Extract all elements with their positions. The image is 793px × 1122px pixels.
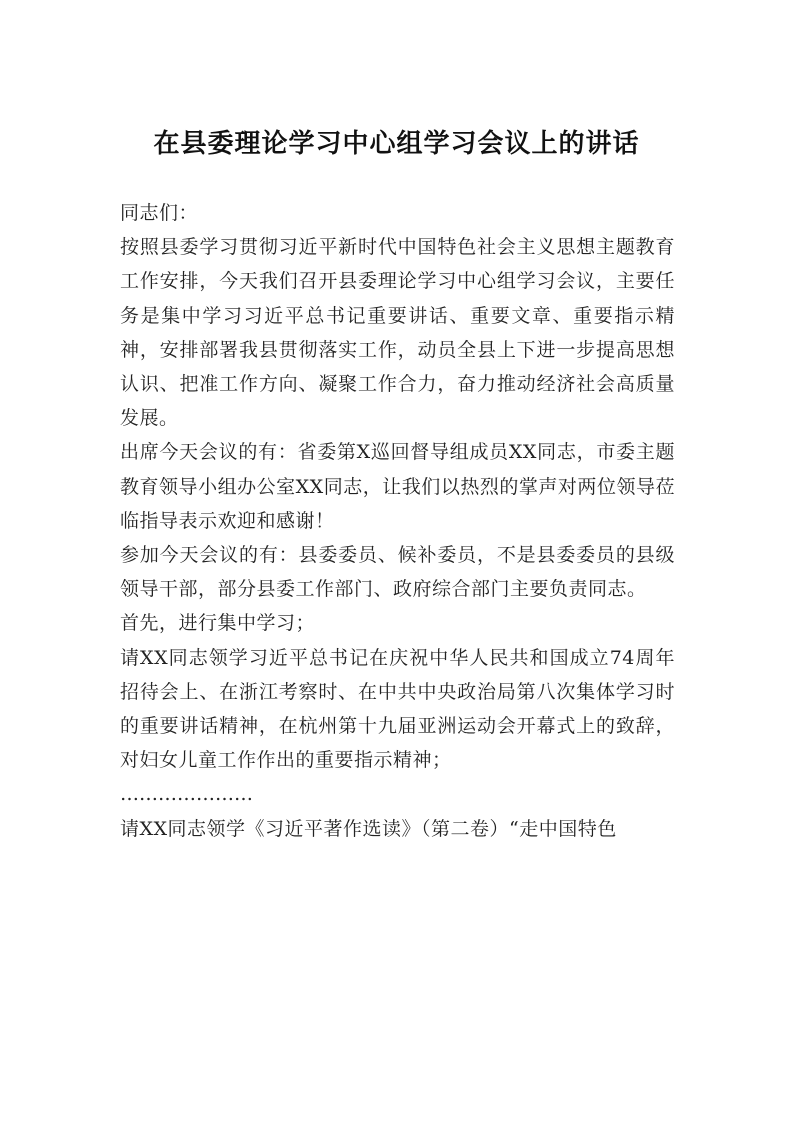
paragraph-study-item-2: 请XX同志领学《习近平著作选读》（第二卷）“走中国特色 bbox=[120, 817, 617, 840]
paragraph-study-item-1: 请XX同志领学习近平总书记在庆祝中华人民共和国成立74周年招待会上、在浙江考察时、在中共中央政治局第八次集体学习时的重要讲话精神，在杭州第十九届亚洲运动会开幕式上的致辞，对妇女儿童工作作出的重要指示精神； bbox=[120, 646, 675, 772]
paragraph-attendees: 参加今天会议的有：县委委员、候补委员，不是县委委员的县级领导干部，部分县委工作部门、政府综合部门主要负责同志。 bbox=[120, 544, 675, 601]
paragraph-greeting: 同志们： bbox=[120, 202, 199, 224]
document-body bbox=[120, 196, 675, 846]
document-title: 在县委理论学习中心组学习会议上的讲话 bbox=[153, 129, 640, 159]
paragraph-first-agenda: 首先，进行集中学习； bbox=[120, 612, 316, 635]
paragraph-intro: 按照县委学习贯彻习近平新时代中国特色社会主义思想主题教育工作安排，今天我们召开县委理论学习中心组学习会议，主要任务是集中学习习近平总书记重要讲话、重要文章、重要指示精神，安排部署我县贯彻落实工作，动员全县上下进一步提高思想认识、把准工作方向、凝聚工作合力，奋力推动经济社会高质量发展。 bbox=[120, 236, 675, 430]
paragraph-ellipsis: ………………… bbox=[120, 783, 253, 806]
paragraph-attendees-guests: 出席今天会议的有：省委第X巡回督导组成员XX同志，市委主题教育领导小组办公室XX同志，让我们以热烈的掌声对两位领导莅临指导表示欢迎和感谢！ bbox=[120, 441, 675, 532]
